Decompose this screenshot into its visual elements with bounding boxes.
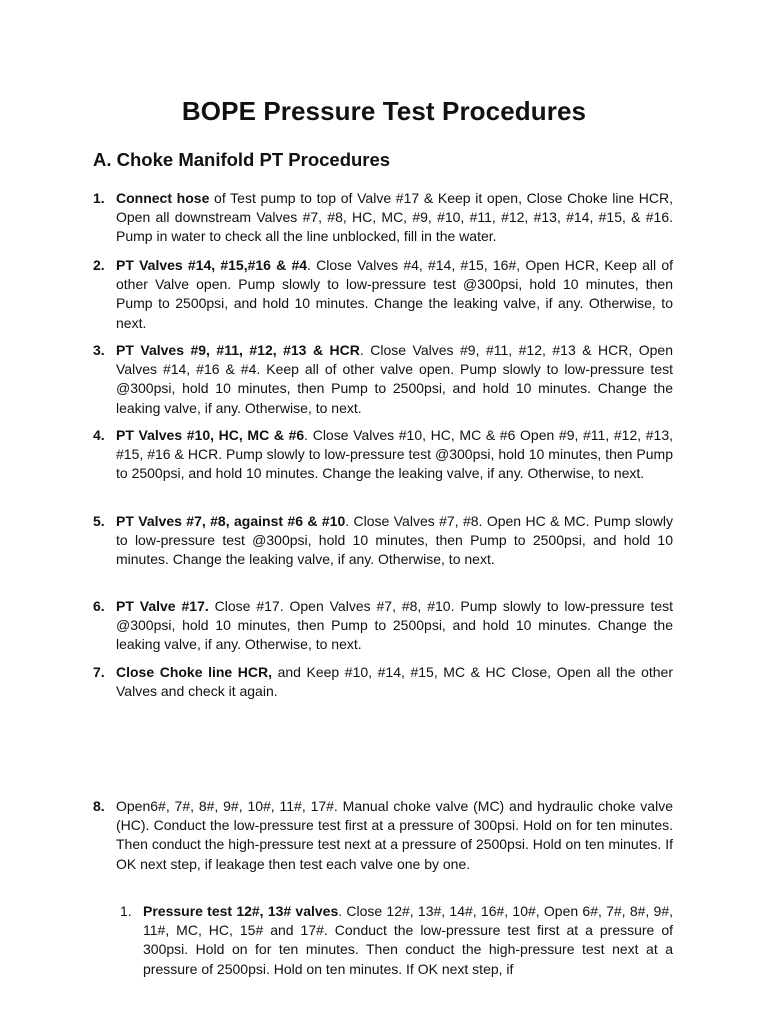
step-text <box>116 189 673 247</box>
procedure-step <box>93 426 673 484</box>
substep-detail: . Close 12#, 13#, 14#, 16#, 10#, Open 6#, 7#, 8#, 9#, 11#, MC, HC, 15# and 17#. Conduct the low-pressure test first at a pressure of 300psi. Hold on for ten minutes. Then conduct the high-pressure test next at a pressure of 2500psi. Hold on ten minutes. If OK next step, if <box>143 903 673 977</box>
step-number: 8. <box>93 798 105 814</box>
step-detail: . Close Valves #4, #14, #15, 16#, Open HCR, Keep all of other Valve open. Pump slowly to low-pressure test @300psi, hold 10 minutes, then Pump to 2500psi, and hold 10 minutes. Change the leaking valve, if any. Otherwise, to next. <box>116 257 673 331</box>
step-detail: . Close Valves #10, HC, MC & #6 Open #9, #11, #12, #13, #15, #16 & HCR. Pump slowly to low-pressure test @300psi, hold 10 minutes, then Pump to 2500psi, and hold 10 minutes. Change the leaking valve, if any. Otherwise, to next. <box>116 427 674 482</box>
step-number: 3. <box>93 342 105 358</box>
procedure-step <box>93 512 673 570</box>
step-detail: of Test pump to top of Valve #17 & Keep it open, Close Choke line HCR, Open all downstream Valves #7, #8, HC, MC, #9, #10, #11, #12, #13, #14, #15, & #16. Pump in water to check all the line unblocked, fill in the water. <box>116 190 673 245</box>
procedure-step <box>93 189 673 247</box>
procedure-step <box>93 597 673 655</box>
step-lead: PT Valve #17. <box>116 598 209 614</box>
step-detail: Close #17. Open Valves #7, #8, #10. Pump slowly to low-pressure test @300psi, hold 10 minutes, then Pump to 2500psi, and hold 10 minutes. Change the leaking valve, if any. Otherwise, to next. <box>116 598 674 653</box>
step-text <box>116 797 673 874</box>
step-detail: . Close Valves #7, #8. Open HC & MC. Pump slowly to low-pressure test @300psi, hold 10 minutes, then Pump to 2500psi, and hold 10 minutes. Change the leaking valve, if any. Otherwise, to next. <box>116 513 673 568</box>
substep-number: 1. <box>120 903 132 919</box>
step-text <box>116 512 673 570</box>
procedure-step <box>93 256 673 333</box>
step-lead: PT Valves #10, HC, MC & #6 <box>116 427 305 443</box>
document-title: BOPE Pressure Test Procedures <box>181 96 587 126</box>
step-number: 2. <box>93 257 105 273</box>
step-number: 1. <box>93 190 105 206</box>
section-heading: A. Choke Manifold PT Procedures <box>93 149 391 170</box>
step-text <box>116 597 673 655</box>
step-number: 4. <box>93 427 105 443</box>
step-detail: and Keep #10, #14, #15, MC & HC Close, Open all the other Valves and check it again. <box>116 664 673 700</box>
step-lead: Close Choke line HCR, <box>116 664 272 680</box>
step-lead: PT Valves #7, #8, against #6 & #10 <box>116 513 346 529</box>
procedure-substep <box>120 902 673 979</box>
step-detail: . Close Valves #9, #11, #12, #13 & HCR, Open Valves #14, #16 & #4. Keep all of other valve open. Pump slowly to low-pressure test @300psi, hold 10 minutes, then Pump to 2500psi, and hold 10 minutes. Change the leaking valve, if any. Otherwise, to next. <box>116 342 673 416</box>
step-detail: Open6#, 7#, 8#, 9#, 10#, 11#, 17#. Manual choke valve (MC) and hydraulic choke valve (HC). Conduct the low-pressure test first at a pressure of 300psi. Hold on for ten minutes. Then conduct the high-pressure test next at a pressure of 2500psi. Hold on ten minutes. If OK next step, if leakage then test each valve one by one. <box>116 798 673 872</box>
step-text <box>116 426 673 484</box>
step-lead: Connect hose <box>116 190 210 206</box>
step-number: 5. <box>93 513 105 529</box>
step-lead: PT Valves #9, #11, #12, #13 & HCR <box>116 342 360 358</box>
procedure-step <box>93 663 673 701</box>
step-number: 7. <box>93 664 105 680</box>
step-lead: PT Valves #14, #15,#16 & #4 <box>116 257 308 273</box>
step-text <box>116 341 673 418</box>
procedure-step <box>93 797 673 874</box>
step-number: 6. <box>93 598 105 614</box>
substep-text <box>143 902 673 979</box>
procedure-step <box>93 341 673 418</box>
step-text <box>116 663 673 701</box>
substep-lead: Pressure test 12#, 13# valves <box>143 903 339 919</box>
step-text <box>116 256 673 333</box>
